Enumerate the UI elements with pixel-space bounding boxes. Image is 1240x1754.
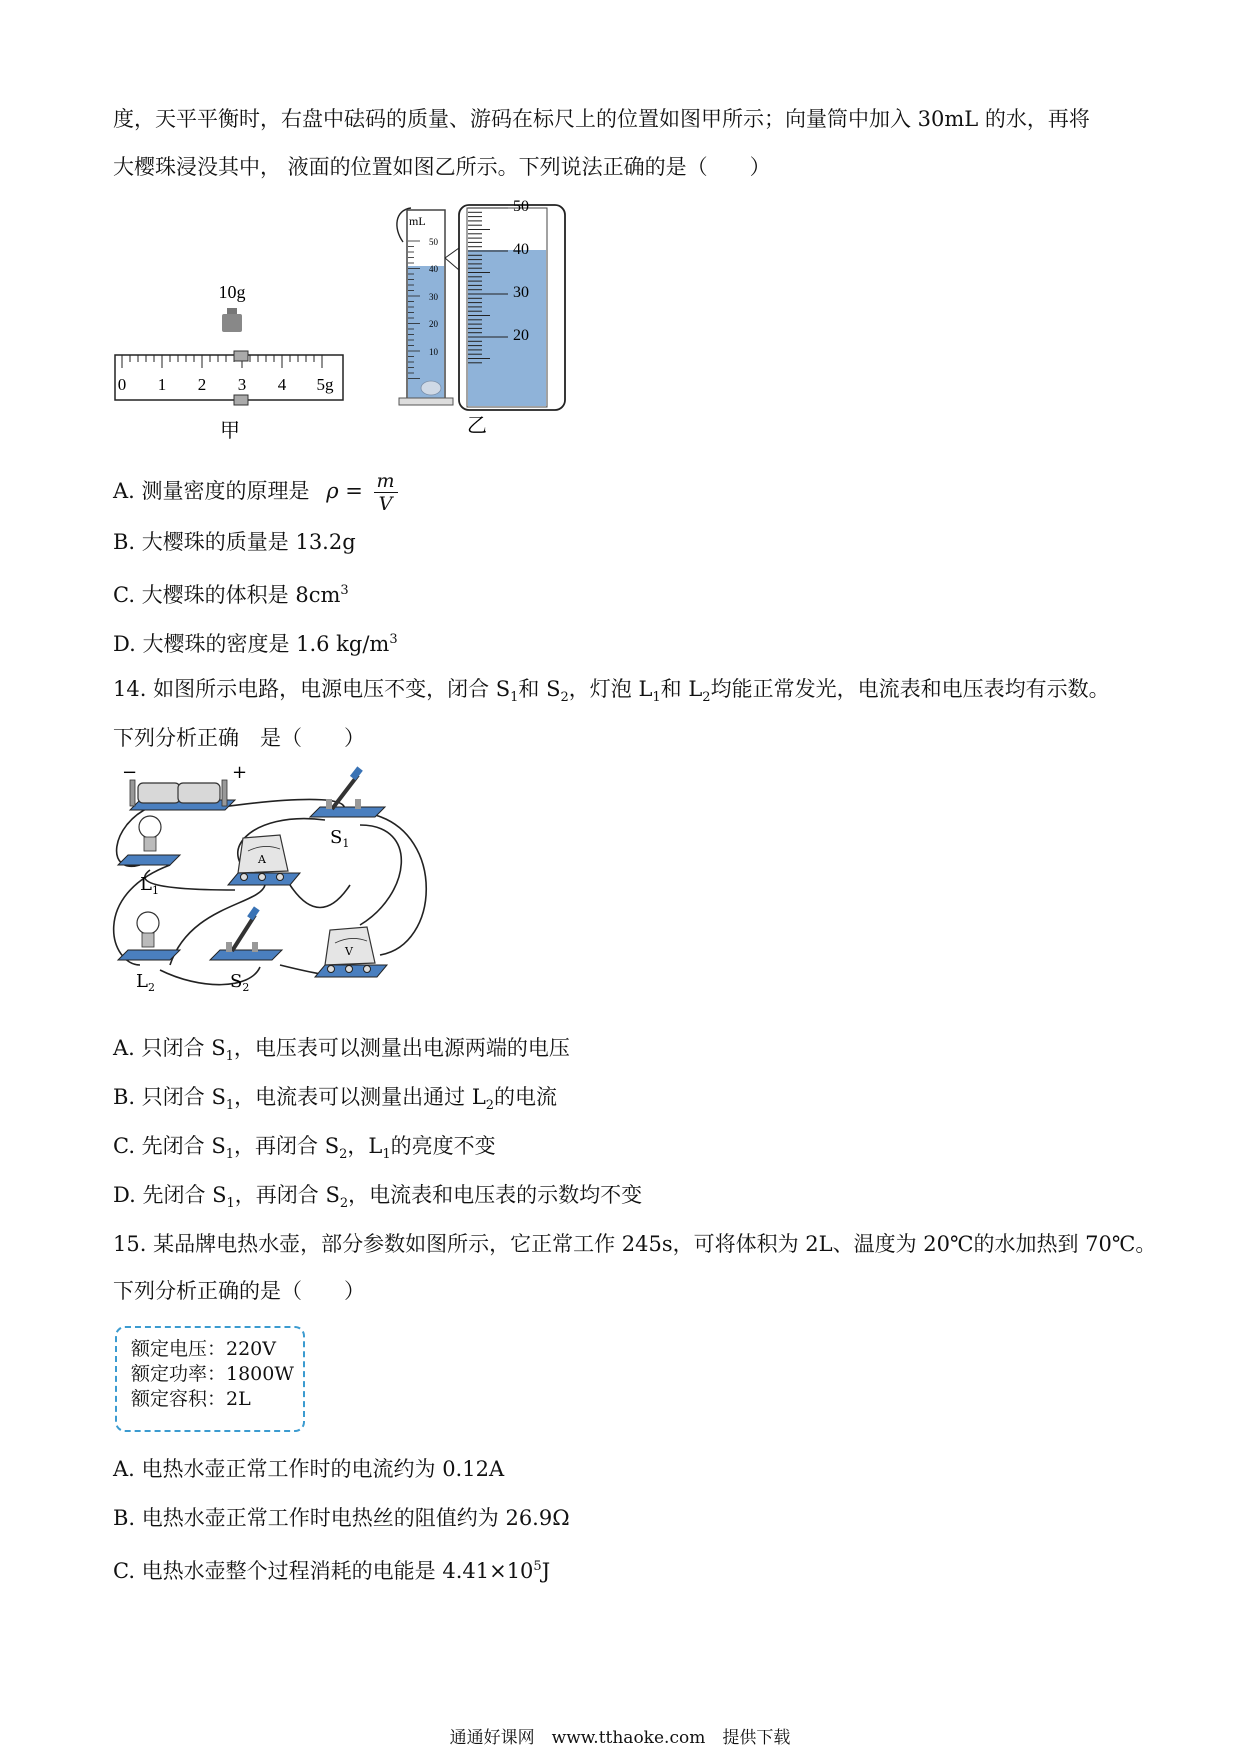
q13-line2: 大樱珠浸没其中， 液面的位置如图乙所示。下列说法正确的是（ ） xyxy=(113,155,771,179)
battery-plus: + xyxy=(232,765,248,783)
rider-bottom xyxy=(234,395,248,405)
page-footer: 通通好课网 www.tthaoke.com 提供下载 xyxy=(449,1728,791,1748)
switch-s1 xyxy=(310,766,385,817)
cyl-label-40: 40 xyxy=(429,264,438,274)
spec-power: 额定功率：1800W xyxy=(131,1363,294,1385)
q15-line1: 15. 某品牌电热水壶，部分参数如图所示，它正常工作 245s，可将体积为 2L、温度为 20℃的水加热到 70℃。 xyxy=(113,1232,1157,1256)
spec-voltage: 额定电压：220V xyxy=(131,1338,276,1360)
q15-option-b: B. 电热水壶正常工作时电热丝的阻值约为 26.9Ω xyxy=(113,1506,570,1530)
q13-option-c-sup: 3 xyxy=(340,583,349,598)
q14-line1: 14. 如图所示电路，电源电压不变，闭合 $S_1$和 $S_2$，灯泡 $L_1$和 $L_2$均能正常发光，电流表和电压表均有示数。 xyxy=(113,677,1110,706)
rider-top xyxy=(234,351,248,361)
q14-line2: 下列分析正确 是（ ） xyxy=(113,726,365,750)
q13-option-a xyxy=(113,470,398,515)
switch-s2 xyxy=(210,906,282,960)
q13-option-b: B. 大樱珠的质量是 13.2g xyxy=(113,530,356,554)
weight-icon xyxy=(222,308,242,332)
cyl-label-50: 50 xyxy=(429,237,438,247)
scale-label-1: 1 xyxy=(157,375,167,394)
density-fraction xyxy=(374,470,398,515)
q13-line1: 度，天平平衡时，右盘中砝码的质量、游码在标尺上的位置如图甲所示；向量筒中加入 30mL 的水，再将 xyxy=(113,107,1090,131)
scale-label-2: 2 xyxy=(197,375,207,394)
cyl-label-10: 10 xyxy=(429,347,438,357)
caption-yi: 乙 xyxy=(467,413,487,437)
q14-option-b: B. 只闭合 $S_1$，电流表可以测量出通过 $L_2$的电流 xyxy=(113,1085,558,1114)
scale-label-5: 5g xyxy=(316,375,334,394)
voltmeter-label: V xyxy=(345,945,353,958)
lamp-l2 xyxy=(118,912,180,960)
q13-option-d xyxy=(113,625,398,659)
label-s1: $S_1$ xyxy=(330,827,350,850)
rho-formula: ρ = xyxy=(326,479,363,503)
figure-yi-cylinder xyxy=(385,200,575,440)
weight-label: 10g xyxy=(218,282,246,302)
cylinder-water xyxy=(408,266,444,399)
q13-option-d-text: D. 大樱珠的密度是 1.6 kg/m xyxy=(113,632,390,656)
q13-option-d-sup: 3 xyxy=(389,632,398,647)
zoom-label-20: 20 xyxy=(513,327,529,344)
q13-option-c-text: C. 大樱珠的体积是 8cm xyxy=(113,583,341,607)
scale-ruler xyxy=(115,355,343,400)
zoom-label-40: 40 xyxy=(513,241,529,258)
q13-option-a-text: A. 测量密度的原理是 xyxy=(113,479,310,503)
q15-option-c: C. 电热水壶整个过程消耗的电能是 $4.41\times 10^5J$ xyxy=(113,1559,551,1583)
fraction-denominator: V xyxy=(378,493,393,515)
q15-line2: 下列分析正确的是（ ） xyxy=(113,1279,365,1303)
battery-minus: − xyxy=(122,765,138,783)
cylinder-base xyxy=(399,398,453,405)
q15-option-a: A. 电热水壶正常工作时的电流约为 0.12A xyxy=(113,1457,505,1481)
scale-label-0: 0 xyxy=(117,375,127,394)
q14-option-c: C. 先闭合 $S_1$，再闭合 $S_2$，$L_1$的亮度不变 xyxy=(113,1134,496,1163)
zoom-label-50: 50 xyxy=(513,200,529,215)
label-l1: $L_1$ xyxy=(140,874,159,897)
cherry-ball xyxy=(421,381,441,395)
fraction-numerator: m xyxy=(374,470,398,493)
label-s2: $S_2$ xyxy=(230,971,250,994)
cyl-label-30: 30 xyxy=(429,292,438,302)
figure-circuit xyxy=(110,765,440,1005)
spec-volume: 额定容积：2L xyxy=(131,1388,251,1410)
q14-option-d: D. 先闭合 $S_1$，再闭合 $S_2$，电流表和电压表的示数均不变 xyxy=(113,1183,643,1212)
cylinder-unit: mL xyxy=(409,214,426,228)
scale-label-4: 4 xyxy=(277,375,287,394)
zoom-label-30: 30 xyxy=(513,284,529,301)
q13-option-c xyxy=(113,576,349,610)
ammeter-label: A xyxy=(258,853,266,866)
q14-option-a: A. 只闭合 $S_1$，电压表可以测量出电源两端的电压 xyxy=(113,1036,570,1065)
scale-label-3: 3 xyxy=(237,375,247,394)
figure-jia-balance xyxy=(110,275,350,445)
kettle-spec-box xyxy=(115,1326,305,1432)
battery-holder xyxy=(130,780,235,810)
caption-jia: 甲 xyxy=(220,418,240,442)
label-l2: $L_2$ xyxy=(136,971,155,994)
cyl-label-20: 20 xyxy=(429,319,438,329)
